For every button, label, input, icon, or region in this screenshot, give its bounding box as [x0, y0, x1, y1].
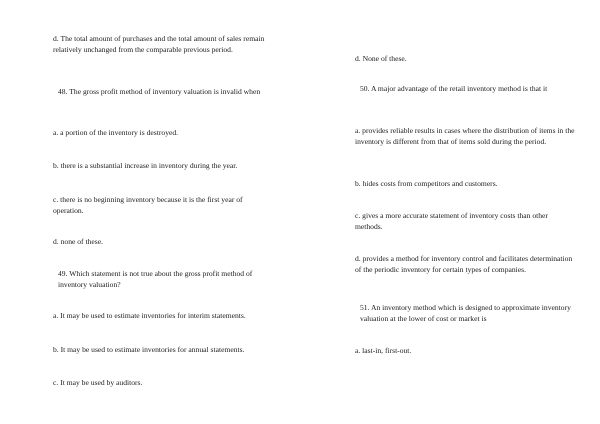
q48-stem: 48. The gross profit method of inventory valuation is invalid when [58, 87, 261, 96]
q50-stem: 50. A major advantage of the retail inventory method is that it [360, 84, 548, 93]
q51-stem: 51. An inventory method which is designed to approximate inventory valuation at the lower of cost or market is [360, 303, 571, 323]
q48-option-d: d. none of these. [53, 237, 103, 246]
q50-option-a: a. provides reliable results in cases where the distribution of items in the inventory is different from that of items sold during the period. [355, 126, 575, 146]
q50-option-c: c. gives a more accurate statement of inventory costs than other methods. [355, 211, 548, 231]
q47-option-d: d. The total amount of purchases and the total amount of sales remain relatively unchanged from the comparable previous period. [53, 34, 265, 54]
q49-option-d: d. None of these. [355, 54, 407, 63]
q49-option-b: b. It may be used to estimate inventories for annual statements. [53, 345, 245, 354]
q49-option-c: c. It may be used by auditors. [53, 378, 143, 387]
q49-stem: 49. Which statement is not true about the gross profit method of inventory valuation? [58, 269, 253, 289]
q48-option-a: a. a portion of the inventory is destroyed. [53, 128, 179, 137]
q50-option-d: d. provides a method for inventory control and facilitates determination of the periodic inventory for certain types of companies. [355, 254, 573, 274]
q48-option-b: b. there is a substantial increase in inventory during the year. [53, 161, 238, 170]
q51-option-a: a. last-in, first-out. [355, 346, 412, 355]
q49-option-a: a. It may be used to estimate inventories for interim statements. [53, 311, 246, 320]
q50-option-b: b. hides costs from competitors and customers. [355, 179, 498, 188]
q48-option-c: c. there is no beginning inventory because it is the first year of operation. [53, 195, 243, 215]
